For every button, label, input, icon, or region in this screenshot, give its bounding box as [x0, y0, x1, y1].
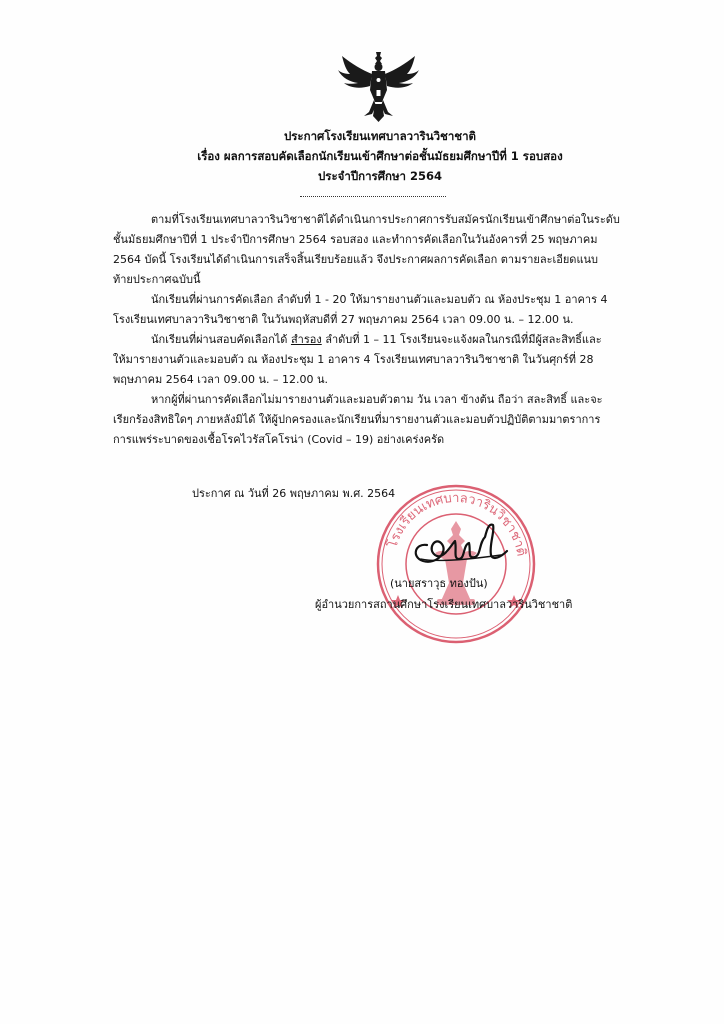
handwritten-signature-icon	[405, 515, 515, 570]
paragraph-line: 2564 บัดนี้ โรงเรียนได้ดำเนินการเสร็จสิ้นเรียบร้อยแล้ว จึงประกาศผลการคัดเลือก ตามรายละเอียดแนบ	[113, 253, 599, 266]
announcement-title	[100, 126, 660, 186]
paragraph-text: ลำดับที่ 1 – 11 โรงเรียนจะแจ้งผลในกรณีที่มีผู้สละสิทธิ์และ	[321, 333, 602, 346]
reserve-label: สำรอง	[290, 333, 322, 346]
paragraph-line: การแพร่ระบาดของเชื้อโรคไวรัสโคโรน่า (Covid – 19) อย่างเคร่งครัด	[113, 433, 445, 446]
paragraph-line: นักเรียนที่ผ่านการคัดเลือก ลำดับที่ 1 - 20 ให้มารายงานตัวและมอบตัว ณ ห้องประชุม 1 อาคาร 4	[151, 293, 608, 306]
paragraph-line: โรงเรียนเทศบาลวารินวิชาชาติ ในวันพฤหัสบดีที่ 27 พฤษภาคม 2564 เวลา 09.00 น. – 12.00 น.	[113, 313, 574, 326]
paragraph-1	[113, 210, 643, 290]
announcement-date: ประกาศ ณ วันที่ 26 พฤษภาคม พ.ศ. 2564	[192, 487, 396, 500]
paragraph-line: พฤษภาคม 2564 เวลา 09.00 น. – 12.00 น.	[113, 373, 329, 386]
signer-title: ผู้อำนวยการสถานศึกษาโรงเรียนเทศบาลวารินวิชาชาติ	[315, 598, 573, 611]
paragraph-text: นักเรียนที่ผ่านสอบคัดเลือกได้	[151, 333, 291, 346]
paragraph-line: ให้มารายงานตัวและมอบตัว ณ ห้องประชุม 1 อาคาร 4 โรงเรียนเทศบาลวารินวิชาชาติ ในวันศุกร์ที่ 28	[113, 353, 594, 366]
paragraph-4	[113, 390, 643, 450]
paragraph-line: ชั้นมัธยมศึกษาปีที่ 1 ประจำปีการศึกษา 2564 รอบสอง และทำการคัดเลือกในวันอังคารที่ 25 พฤษภาคม	[113, 233, 598, 246]
paragraph-line: ตามที่โรงเรียนเทศบาลวารินวิชาชาติได้ดำเนินการประกาศการรับสมัครนักเรียนเข้าศึกษาต่อในระดับ	[151, 213, 620, 226]
paragraph-2	[113, 290, 643, 330]
paragraph-line: ท้ายประกาศฉบับนี้	[113, 273, 201, 286]
title-line-1: ประกาศโรงเรียนเทศบาลวารินวิชาชาติ	[283, 129, 477, 143]
paragraph-line: หากผู้ที่ผ่านการคัดเลือกไม่มารายงานตัวและมอบตัวตาม วัน เวลา ข้างต้น ถือว่า สละสิทธิ์ และจะ	[151, 393, 603, 406]
signer-name: (นายสราวุธ ทองปัน)	[390, 577, 488, 590]
paragraph-line	[113, 330, 643, 350]
garuda-emblem-icon	[336, 50, 421, 125]
svg-text:โรงเรียนเทศบาลวารินวิชาชาติ: โรงเรียนเทศบาลวารินวิชาชาติ	[385, 490, 529, 558]
title-line-2: เรื่อง ผลการสอบคัดเลือกนักเรียนเข้าศึกษาต่อชั้นมัธยมศึกษาปีที่ 1 รอบสอง	[197, 149, 563, 163]
title-divider	[300, 196, 446, 197]
paragraph-line: เรียกร้องสิทธิใดๆ ภายหลังมิได้ ให้ผู้ปกครองและนักเรียนที่มารายงานตัวและมอบตัวปฏิบัติตามมาตราการ	[113, 413, 601, 426]
paragraph-3	[113, 330, 643, 390]
title-line-3: ประจำปีการศึกษา 2564	[317, 169, 443, 183]
